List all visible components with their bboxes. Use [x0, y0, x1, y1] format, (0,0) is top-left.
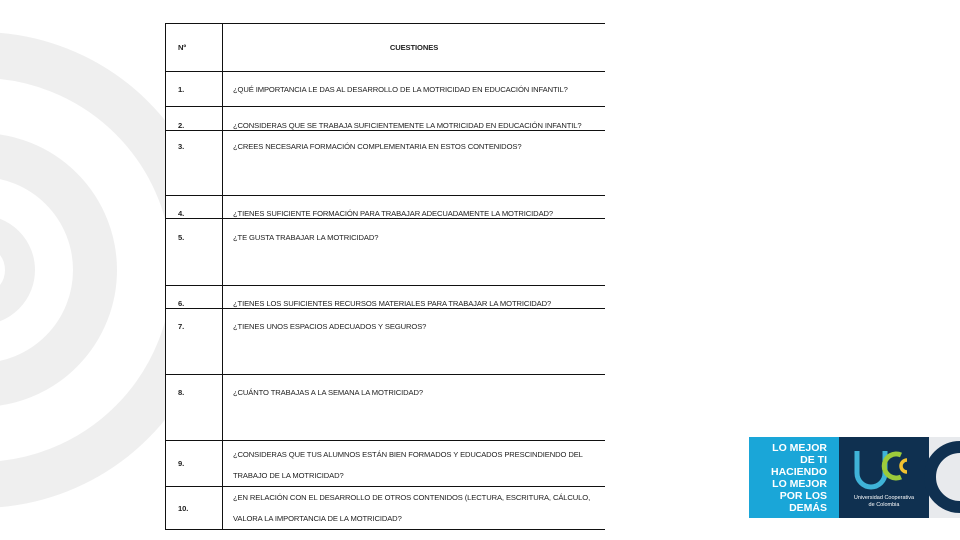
row-question: ¿TE GUSTA TRABAJAR LA MOTRICIDAD? — [223, 219, 606, 286]
slogan-line-4: LO MEJOR — [772, 478, 827, 490]
row-question: ¿CONSIDERAS QUE SE TRABAJA SUFICIENTEMENTE LA MOTRICIDAD EN EDUCACIÓN INFANTIL? — [223, 107, 606, 131]
row-number: 9. — [166, 441, 223, 487]
row-question: ¿CREES NECESARIA FORMACIÓN COMPLEMENTARIA EN ESTOS CONTENIDOS? — [223, 131, 606, 196]
row-number: 7. — [166, 309, 223, 375]
row-question-cont: VALORA LA IMPORTANCIA DE LA MOTRICIDAD? — [233, 514, 402, 523]
university-name-line-2: de Colombia — [868, 502, 900, 508]
table-header-row — [166, 24, 606, 72]
row-question: ¿TIENES UNOS ESPACIOS ADECUADOS Y SEGUROS? — [223, 309, 606, 375]
row-question: ¿QUÉ IMPORTANCIA LE DAS AL DESARROLLO DE LA MOTRICIDAD EN EDUCACIÓN INFANTIL? — [223, 72, 606, 107]
table-row — [166, 487, 606, 530]
table-row — [166, 131, 606, 196]
slogan-line-2: DE TI — [800, 454, 827, 466]
university-logo — [749, 437, 960, 518]
row-question: ¿CUÁNTO TRABAJAS A LA SEMANA LA MOTRICIDAD? — [223, 375, 606, 441]
table-row — [166, 441, 606, 487]
table-row — [166, 375, 606, 441]
row-number: 3. — [166, 131, 223, 196]
row-question: ¿TIENES SUFICIENTE FORMACIÓN PARA TRABAJAR ADECUADAMENTE LA MOTRICIDAD? — [223, 196, 606, 219]
row-question: ¿TIENES LOS SUFICIENTES RECURSOS MATERIALES PARA TRABAJAR LA MOTRICIDAD? — [223, 286, 606, 309]
row-number: 2. — [166, 107, 223, 131]
row-number: 1. — [166, 72, 223, 107]
table-row — [166, 107, 606, 131]
slogan-line-6: DEMÁS — [789, 502, 827, 514]
row-number: 6. — [166, 286, 223, 309]
slogan-line-3: HACIENDO — [770, 466, 827, 478]
questionnaire-table — [165, 23, 605, 530]
table-row — [166, 196, 606, 219]
row-number: 5. — [166, 219, 223, 286]
row-number: 4. — [166, 196, 223, 219]
header-questions: CUESTIONES — [223, 24, 606, 72]
header-number: Nº — [166, 24, 223, 72]
table-row — [166, 309, 606, 375]
row-number: 8. — [166, 375, 223, 441]
table-row — [166, 286, 606, 309]
row-number: 10. — [166, 487, 223, 530]
table-row — [166, 219, 606, 286]
row-question: ¿EN RELACIÓN CON EL DESARROLLO DE OTROS CONTENIDOS (LECTURA, ESCRITURA, CÁLCULO, — [233, 493, 591, 502]
slogan-line-1: LO MEJOR — [772, 442, 827, 454]
university-name-line-1: Universidad Cooperativa — [853, 495, 915, 501]
table-row — [166, 72, 606, 107]
row-question-cont: TRABAJO DE LA MOTRICIDAD? — [233, 471, 344, 480]
slogan-line-5: POR LOS — [779, 490, 827, 502]
row-question: ¿CONSIDERAS QUE TUS ALUMNOS ESTÁN BIEN FORMADOS Y EDUCADOS PRESCINDIENDO DEL — [233, 450, 583, 459]
